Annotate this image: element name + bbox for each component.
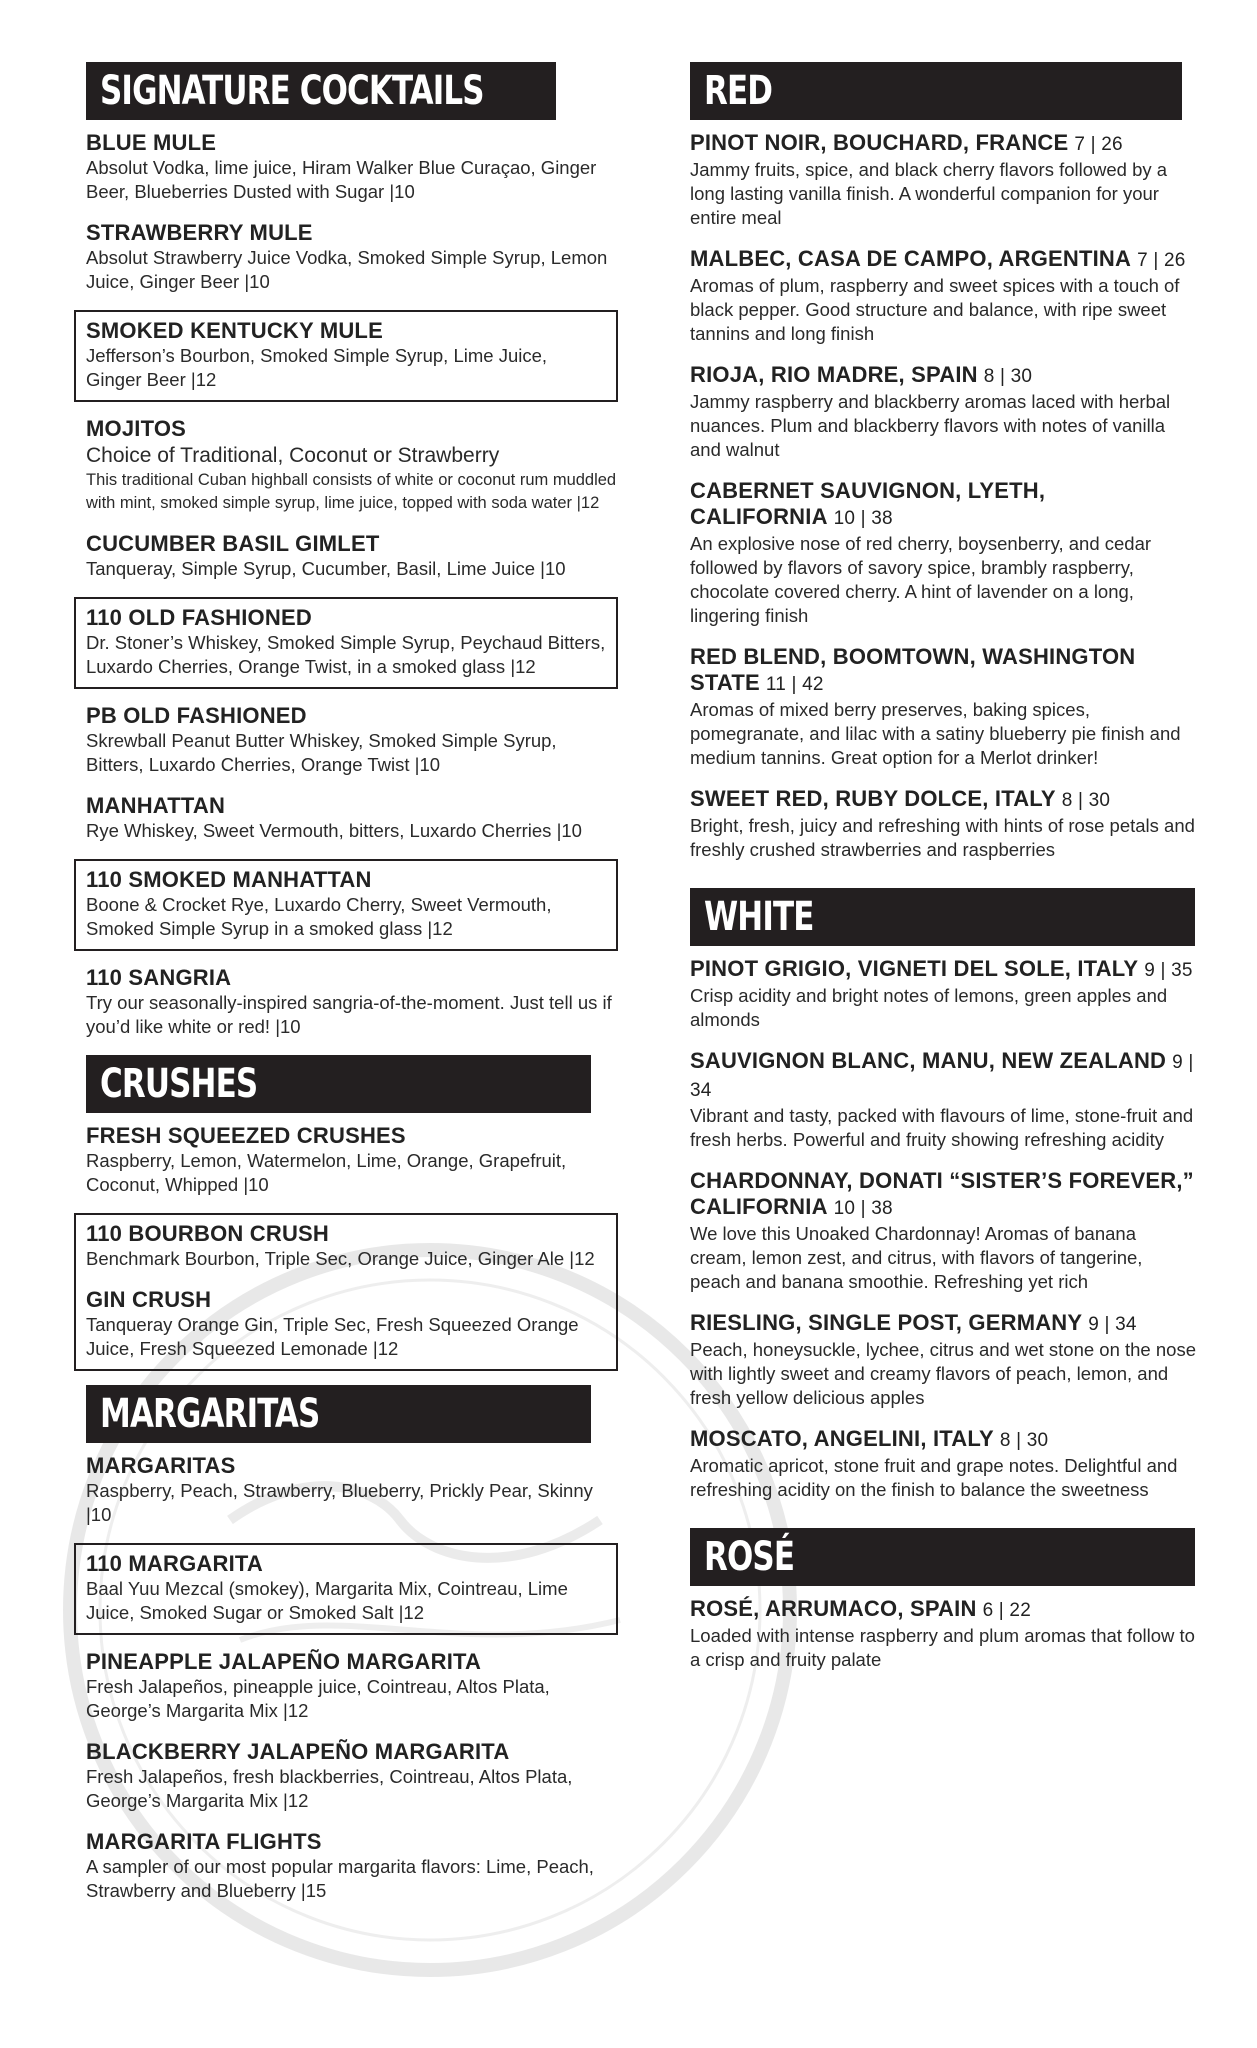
item-price: 8 | 30: [983, 366, 1033, 387]
item-desc: Jammy fruits, spice, and black cherry flavors followed by a long lasting vanilla finish. A wonderful companion for your entire meal: [690, 159, 1168, 228]
item-desc: Benchmark Bourbon, Triple Sec, Orange Juice, Ginger Ale |12: [86, 1248, 595, 1269]
rose-wine-header: ROSÉ: [690, 1528, 1195, 1586]
item-name: PB OLD FASHIONED: [86, 703, 307, 728]
item-desc: An explosive nose of red cherry, boysenberry, and cedar followed by flavors of savory spice, brambly raspberry, chocolate covered cherry. A hint of lavender on a long, lingering finish: [690, 533, 1152, 626]
menu-item-blackberry-jalapeno-margarita: [86, 1739, 618, 1813]
item-price: 11 | 42: [765, 674, 824, 695]
wine-item-malbec: [690, 246, 1196, 346]
menu-item-margaritas: [86, 1453, 618, 1527]
item-desc: Raspberry, Peach, Strawberry, Blueberry, Prickly Pear, Skinny |10: [86, 1480, 593, 1525]
menu-item-mojitos: [86, 416, 618, 515]
item-desc: Rye Whiskey, Sweet Vermouth, bitters, Luxardo Cherries |10: [86, 820, 582, 841]
menu-item-strawberry-mule: [86, 220, 618, 294]
item-desc: Fresh Jalapeños, fresh blackberries, Cointreau, Altos Plata, George’s Margarita Mix |12: [86, 1766, 573, 1811]
item-name: MARGARITA FLIGHTS: [86, 1829, 322, 1854]
item-name: PINEAPPLE JALAPEÑO MARGARITA: [86, 1649, 482, 1674]
item-desc: Bright, fresh, juicy and refreshing with hints of rose petals and freshly crushed strawberries and raspberries: [690, 815, 1195, 860]
item-price: 6 | 22: [982, 1600, 1031, 1621]
menu-item-margarita-flights: [86, 1829, 618, 1903]
wine-item-sweet-red: [690, 786, 1196, 862]
menu-item-manhattan: [86, 793, 618, 843]
item-desc: Try our seasonally-inspired sangria-of-the-moment. Just tell us if you’d like white or red! |10: [86, 992, 612, 1037]
item-desc: Tanqueray, Simple Syrup, Cucumber, Basil, Lime Juice |10: [86, 558, 566, 579]
menu-item-pb-old-fashioned: [86, 703, 618, 777]
item-desc: Boone & Crocket Rye, Luxardo Cherry, Sweet Vermouth, Smoked Simple Syrup in a smoked glass |12: [86, 894, 552, 939]
menu-item-smoked-kentucky-mule: [86, 318, 606, 392]
featured-box-110-old-fashioned: [74, 597, 618, 689]
item-desc: Aromas of plum, raspberry and sweet spices with a touch of black pepper. Good structure and balance, with ripe sweet tannins and long finish: [690, 275, 1180, 344]
wine-item-red-blend: [690, 644, 1196, 770]
wine-item-sauvignon-blanc: [690, 1048, 1196, 1152]
item-name: 110 SMOKED MANHATTAN: [86, 867, 372, 892]
item-name: MOJITOS: [86, 416, 187, 441]
item-price: 9 | 34: [690, 1052, 1194, 1101]
margaritas-header: MARGARITAS: [86, 1385, 591, 1443]
item-desc: Crisp acidity and bright notes of lemons, green apples and almonds: [690, 985, 1168, 1030]
item-name: 110 BOURBON CRUSH: [86, 1221, 330, 1246]
wine-item-rose-arrumaco: [690, 1596, 1196, 1672]
wine-item-chardonnay: [690, 1168, 1196, 1294]
menu-item-pineapple-jalapeno-margarita: [86, 1649, 618, 1723]
item-price: 8 | 30: [1061, 790, 1111, 811]
item-desc: Baal Yuu Mezcal (smokey), Margarita Mix, Cointreau, Lime Juice, Smoked Sugar or Smoked Salt |12: [86, 1578, 568, 1623]
item-name: CHARDONNAY, DONATI “SISTER’S FOREVER,” CALIFORNIA 10 | 38: [690, 1168, 1194, 1219]
featured-box-smoked-kentucky-mule: [74, 310, 618, 402]
wine-item-cabernet-sauvignon: [690, 478, 1196, 628]
item-price: 9 | 34: [1088, 1314, 1137, 1335]
item-price: 7 | 26: [1074, 134, 1123, 155]
item-name: STRAWBERRY MULE: [86, 220, 313, 245]
item-name: GIN CRUSH: [86, 1287, 212, 1312]
item-desc: Jammy raspberry and blackberry aromas laced with herbal nuances. Plum and blackberry flavors with notes of vanilla and walnut: [690, 391, 1171, 460]
item-desc: Skrewball Peanut Butter Whiskey, Smoked Simple Syrup, Bitters, Luxardo Cherries, Orange Twist |10: [86, 730, 557, 775]
featured-box-110-smoked-manhattan: [74, 859, 618, 951]
item-name: RIESLING, SINGLE POST, GERMANY 9 | 34: [690, 1310, 1137, 1335]
item-desc: Absolut Vodka, lime juice, Hiram Walker Blue Curaçao, Ginger Beer, Blueberries Dusted with Sugar |10: [86, 157, 597, 202]
item-subtitle: Choice of Traditional, Coconut or Strawberry: [86, 444, 500, 467]
item-desc: Dr. Stoner’s Whiskey, Smoked Simple Syrup, Peychaud Bitters, Luxardo Cherries, Orange Twist, in a smoked glass |12: [86, 632, 606, 677]
item-name: BLACKBERRY JALAPEÑO MARGARITA: [86, 1739, 510, 1764]
item-desc: Absolut Strawberry Juice Vodka, Smoked Simple Syrup, Lemon Juice, Ginger Beer |10: [86, 247, 608, 292]
menu-item-blue-mule: [86, 130, 618, 204]
featured-box-crushes: [74, 1213, 618, 1371]
menu-item-110-old-fashioned: [86, 605, 606, 679]
item-name: SMOKED KENTUCKY MULE: [86, 318, 383, 343]
left-column: [86, 62, 618, 1919]
item-desc: Aromatic apricot, stone fruit and grape notes. Delightful and refreshing acidity on the finish to balance the sweetness: [690, 1455, 1178, 1500]
item-desc: Peach, honeysuckle, lychee, citrus and wet stone on the nose with lightly sweet and creamy flavors of peach, lemon, and fresh yellow delicious apples: [690, 1339, 1196, 1408]
item-name: MANHATTAN: [86, 793, 226, 818]
item-name: ROSÉ, ARRUMACO, SPAIN 6 | 22: [690, 1596, 1031, 1621]
item-name: 110 SANGRIA: [86, 965, 232, 990]
item-price: 7 | 26: [1137, 250, 1186, 271]
item-desc: A sampler of our most popular margarita flavors: Lime, Peach, Strawberry and Blueberry |15: [86, 1856, 594, 1901]
menu-item-110-bourbon-crush: [86, 1221, 606, 1271]
item-name: CUCUMBER BASIL GIMLET: [86, 531, 380, 556]
item-name: MOSCATO, ANGELINI, ITALY 8 | 30: [690, 1426, 1049, 1451]
item-desc: Loaded with intense raspberry and plum aromas that follow to a crisp and fruity palate: [690, 1625, 1195, 1670]
item-name: 110 MARGARITA: [86, 1551, 263, 1576]
item-name: SWEET RED, RUBY DOLCE, ITALY 8 | 30: [690, 786, 1111, 811]
wine-item-moscato: [690, 1426, 1196, 1502]
wine-item-pinot-grigio: [690, 956, 1196, 1032]
item-name: FRESH SQUEEZED CRUSHES: [86, 1123, 406, 1148]
signature-cocktails-header: SIGNATURE COCKTAILS: [86, 62, 556, 120]
menu-item-110-margarita: [86, 1551, 606, 1625]
wine-item-rioja: [690, 362, 1196, 462]
item-name: RIOJA, RIO MADRE, SPAIN 8 | 30: [690, 362, 1033, 387]
crushes-header: CRUSHES: [86, 1055, 591, 1113]
white-wine-header: WHITE: [690, 888, 1195, 946]
item-desc: Aromas of mixed berry preserves, baking spices, pomegranate, and lilac with a satiny blueberry pie finish and medium tannins. Great option for a Merlot drinker!: [690, 699, 1181, 768]
item-price: 8 | 30: [999, 1430, 1049, 1451]
red-wine-header: RED: [690, 62, 1182, 120]
item-price: 10 | 38: [833, 1198, 893, 1219]
item-name: SAUVIGNON BLANC, MANU, NEW ZEALAND 9 | 34: [690, 1048, 1194, 1101]
wine-item-riesling: [690, 1310, 1196, 1410]
item-desc: Tanqueray Orange Gin, Triple Sec, Fresh Squeezed Orange Juice, Fresh Squeezed Lemonade |12: [86, 1314, 579, 1359]
menu-item-gin-crush: [86, 1287, 606, 1361]
right-column: [690, 62, 1196, 1688]
featured-box-110-margarita: [74, 1543, 618, 1635]
menu-item-110-sangria: [86, 965, 618, 1039]
item-name: 110 OLD FASHIONED: [86, 605, 312, 630]
item-desc: Vibrant and tasty, packed with flavours of lime, stone-fruit and fresh herbs. Powerful and fruity showing refreshing acidity: [690, 1105, 1194, 1150]
menu-item-cucumber-basil-gimlet: [86, 531, 618, 581]
item-name: CABERNET SAUVIGNON, LYETH, CALIFORNIA 10 | 38: [690, 478, 1046, 529]
item-desc: This traditional Cuban highball consists of white or coconut rum muddled with mint, smoked simple syrup, lime juice, topped with soda water |12: [86, 471, 617, 512]
item-name: RED BLEND, BOOMTOWN, WASHINGTON STATE 11 | 42: [690, 644, 1136, 695]
wine-item-pinot-noir: [690, 130, 1196, 230]
item-desc: Raspberry, Lemon, Watermelon, Lime, Orange, Grapefruit, Coconut, Whipped |10: [86, 1150, 567, 1195]
item-name: MALBEC, CASA DE CAMPO, ARGENTINA 7 | 26: [690, 246, 1186, 271]
item-desc: We love this Unoaked Chardonnay! Aromas of banana cream, lemon zest, and citrus, with flavors of tangerine, peach and banana smoothie. Refreshing yet rich: [690, 1223, 1143, 1292]
item-name: PINOT GRIGIO, VIGNETI DEL SOLE, ITALY 9 | 35: [690, 956, 1193, 981]
menu-item-fresh-squeezed-crushes: [86, 1123, 618, 1197]
item-desc: Jefferson’s Bourbon, Smoked Simple Syrup, Lime Juice, Ginger Beer |12: [86, 345, 548, 390]
item-price: 9 | 35: [1144, 960, 1193, 981]
item-desc: Fresh Jalapeños, pineapple juice, Cointreau, Altos Plata, George’s Margarita Mix |12: [86, 1676, 550, 1721]
menu-item-110-smoked-manhattan: [86, 867, 606, 941]
item-name: BLUE MULE: [86, 130, 217, 155]
item-name: MARGARITAS: [86, 1453, 236, 1478]
item-name: PINOT NOIR, BOUCHARD, FRANCE 7 | 26: [690, 130, 1123, 155]
item-price: 10 | 38: [833, 508, 893, 529]
